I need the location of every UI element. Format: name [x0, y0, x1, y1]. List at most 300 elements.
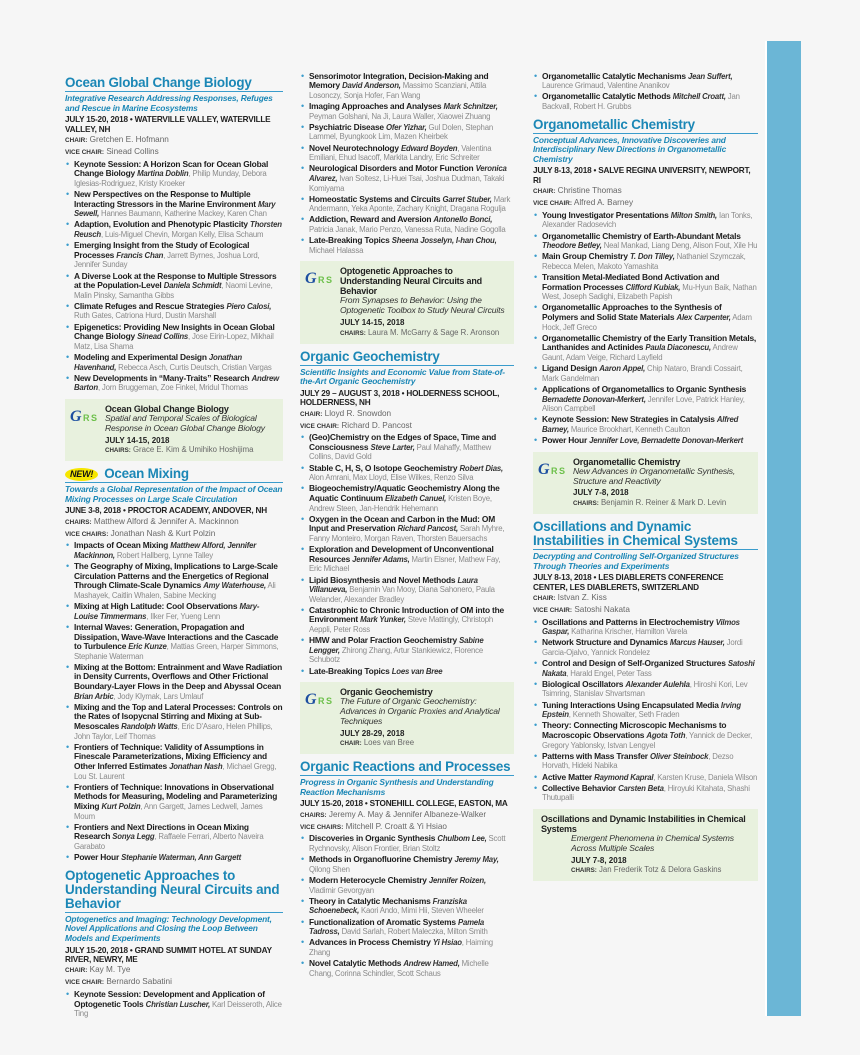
- grs-dates: JULY 7-8, 2018: [571, 855, 627, 865]
- bullet-icon: •: [301, 544, 304, 555]
- grs-box: [533, 809, 758, 881]
- session-lead-speaker: Jennifer Adams,: [352, 554, 410, 564]
- new-badge: NEW!: [65, 468, 98, 481]
- session-lead-speaker: Daniela Schmidt: [163, 281, 222, 291]
- session-speakers: Jan Backvall, Robert H. Grubbs: [542, 92, 740, 111]
- session-speakers: Scott Rychnovsky, Alison Frontier, Brian Stoltz: [309, 834, 506, 853]
- svg-text:G: G: [70, 408, 82, 425]
- session-lead-speaker: Robert Dias,: [459, 463, 503, 473]
- session-title: The Geography of Mixing, Implications to Large-Scale Circulation Patterns and the Energetics of Regional Through Climate-Scale Dynamics: [74, 561, 278, 591]
- grs-chair-row: [340, 328, 508, 339]
- list-item: [65, 190, 283, 219]
- bullet-icon: •: [66, 158, 69, 169]
- column-left: [65, 70, 283, 1019]
- chair-row: [65, 147, 283, 158]
- grs-chair-row: [105, 445, 277, 456]
- bullet-icon: •: [66, 188, 69, 199]
- session-lead-speaker: Satoshi Nakata: [542, 659, 755, 678]
- session-speakers: , Jarrett Byrnes, Joshua Lord, Jennifer Sunday: [74, 250, 260, 270]
- chair-label: CHAIRS:: [300, 811, 327, 819]
- list-item: [65, 541, 283, 560]
- chair-label: CHAIRS:: [65, 518, 92, 526]
- session-speakers: Jennifer Love, Patrick Hanley, Alison Campbell: [542, 394, 745, 414]
- session-title: Sensorimotor Integration, Decision-Making and Memory: [309, 70, 489, 91]
- session-speakers: Martin Elsner, Mathew Fay, Eric Michael: [309, 554, 501, 574]
- session-lead-speaker: Jonathan Havenhand,: [74, 353, 242, 372]
- session-lead-speaker: Brian Arbic: [74, 691, 114, 701]
- list-item: [65, 562, 283, 600]
- session-lead-speaker: Elizabeth Canuel,: [384, 493, 447, 503]
- session-speakers: , Michael Gregg, Lou St. Laurent: [74, 762, 277, 781]
- session-speakers: , Eric D'Asaro, Helen Phillips, John Taylor, Leif Thomas: [74, 722, 273, 741]
- list-item: [533, 334, 758, 363]
- session-speakers: , Jody Klymak, Lars Umlauf: [113, 691, 204, 701]
- chair-name: Laura M. McGarry & Sage R. Aronson: [367, 327, 500, 337]
- svg-text:S: S: [326, 696, 333, 707]
- session-title: Mixing at High Latitude: Cool Observations: [74, 601, 238, 612]
- bullet-icon: •: [301, 462, 304, 473]
- session-title: Emerging Insight from the Study of Ecological Processes: [74, 240, 250, 260]
- bullet-icon: •: [66, 270, 69, 281]
- session-title: Theory: Connecting Microscopic Mechanisms to Macroscopic Observations: [542, 720, 727, 741]
- list-item: [300, 464, 514, 483]
- session-title: Catastrophic to Chronic Introduction of OM into the Environment: [309, 604, 504, 625]
- session-title: Organometallic Chemistry of the Early Transition Metals, Lanthanides and Actinides: [542, 332, 757, 353]
- session-speakers: Laurence Grimaud, Valentine Ananikov: [542, 81, 670, 91]
- session-speakers: Katharina Krischer, Hamilton Varela: [569, 627, 688, 637]
- session-speakers: Gul Dolen, Stephan Lammel, Byungkook Lim, Mazen Kheirbek: [309, 122, 493, 142]
- bullet-icon: •: [301, 854, 304, 865]
- bullet-icon: •: [66, 300, 69, 311]
- chair-row: [533, 198, 758, 209]
- session-title: Frontiers of Technique: Validity of Assumptions in Finescale Parameterizations, Mixing Efficiency and Other Inferred Estimates: [74, 741, 267, 771]
- list-item: [65, 990, 283, 1019]
- list-item: [533, 232, 758, 251]
- bullet-icon: •: [301, 874, 304, 885]
- list-item: [533, 364, 758, 383]
- list-item: [300, 606, 514, 635]
- bullet-icon: •: [301, 483, 304, 494]
- session-title: Internal Waves: Generation, Propagation and Dissipation, Wave-Wave Interactions and the Cascade to Turbulence: [74, 621, 279, 652]
- bullet-icon: •: [534, 230, 537, 241]
- session-lead-speaker: Mark Schnitzer,: [443, 101, 498, 111]
- session-lead-speaker: Jennifer Love, Bernadette Donovan-Merkert: [589, 436, 743, 446]
- list-item: [533, 72, 758, 91]
- session-lead-speaker: Mitchell Croatt,: [672, 92, 726, 102]
- session-speakers: Mu-Hyun Baik, Nathan West, Joseph Sadighi, Elizabeth Papish: [542, 282, 757, 302]
- session-lead-speaker: Loes van Bree: [391, 666, 443, 676]
- session-lead-speaker: Veronica Alvarez,: [309, 164, 507, 183]
- chair-label: CHAIR:: [65, 137, 88, 144]
- list-item: [65, 703, 283, 741]
- session-lead-speaker: Bernadette Donovan-Merkert,: [542, 394, 646, 404]
- grs-subtitle: The Future of Organic Geochemistry: Advances in Organic Proxies and Analytical Techniques: [340, 696, 500, 726]
- session-title: Modeling and Experimental Design: [74, 352, 207, 363]
- grs-chair-row: [340, 738, 508, 749]
- session-title: Late-Breaking Topics: [309, 665, 390, 676]
- chair-label: CHAIRS:: [573, 499, 599, 507]
- list-item: [300, 433, 514, 462]
- grs-box: [300, 261, 514, 343]
- chair-label: VICE CHAIR:: [65, 149, 105, 156]
- list-item: [65, 302, 283, 321]
- list-item: [65, 853, 283, 863]
- session-title: Tuning Interactions Using Encapsulated Media: [542, 699, 719, 710]
- grs-title: Optogenetic Approaches to Understanding Neural Circuits and Behavior: [340, 266, 482, 297]
- svg-text:G: G: [305, 270, 317, 288]
- session-speakers: Rebecca Asch, Curtis Deutsch, Cristian Vargas: [116, 362, 272, 372]
- session-lead-speaker: Mary-Louise Timmermans: [74, 602, 260, 621]
- session-speakers: Ali Mashayek, Caitlin Whalen, Sabine Mecking: [74, 581, 276, 600]
- list-item: [533, 92, 758, 111]
- grs-logo-icon: [70, 405, 102, 425]
- session-speakers: Neal Mankad, Liang Deng, Alison Fout, Xile Hu: [601, 241, 758, 251]
- bullet-icon: •: [301, 513, 304, 524]
- grs-chair-row: [573, 498, 752, 509]
- grs-title: Oscillations and Dynamic Instabilities in Chemical Systems: [541, 813, 746, 834]
- chair-label: VICE CHAIR:: [533, 606, 573, 614]
- session-lead-speaker: Martina Doblin: [137, 169, 189, 179]
- session-speakers: Zhirong Zhang, Artur Stankiewicz, Florence Schubotz: [309, 645, 483, 665]
- session-speakers: , Karsten Kruse, Daniela Wilson: [653, 772, 758, 782]
- bullet-icon: •: [534, 750, 537, 761]
- session-lead-speaker: Amy Waterhouse,: [203, 581, 266, 591]
- chair-name: Christine Thomas: [557, 186, 622, 196]
- session-speakers: Robert Hallberg, Lynne Talley: [114, 550, 213, 560]
- session-speakers: , Raffaele Ferrari, Alberto Naveira Garabato: [74, 832, 264, 851]
- bullet-icon: •: [534, 70, 537, 81]
- section-heading: [65, 76, 283, 92]
- session-title: Adaption, Evolution and Phenotypic Plasticity: [74, 219, 248, 230]
- grs-chair-row: [571, 865, 752, 876]
- section-subtitle: Progress in Organic Synthesis and Understanding Reaction Mechanisms: [300, 777, 494, 797]
- conference-section: [65, 467, 283, 863]
- list-item: [300, 215, 514, 234]
- session-lead-speaker: Franziska Schoenebeck,: [309, 896, 467, 916]
- bullet-icon: •: [66, 781, 69, 792]
- list-item: [65, 663, 283, 701]
- session-lead-speaker: Laura Villanueva,: [309, 575, 478, 595]
- list-item: [533, 752, 758, 771]
- bullet-icon: •: [301, 121, 304, 132]
- session-lead-speaker: Raymond Kapral: [594, 772, 654, 782]
- section-subtitle: Optogenetics and Imaging: Technology Development, Novel Applications and Closing the Loop Between Models and Experiments: [65, 913, 272, 943]
- session-title: (Geo)Chemistry on the Edges of Space, Time and Consciousness: [309, 432, 497, 452]
- bullet-icon: •: [534, 91, 537, 102]
- svg-text:S: S: [326, 275, 333, 286]
- session-lead-speaker: Garret Stuber,: [442, 194, 492, 204]
- session-title: A Diverse Look at the Response to Multiple Stressors at the Population-Level: [74, 270, 277, 291]
- session-speakers: Patricia Janak, Mario Penzo, Vanessa Ruta, Nadine Gogolla: [309, 225, 506, 235]
- bullet-icon: •: [301, 635, 304, 646]
- list-item: [300, 236, 514, 255]
- session-lead-speaker: Clifford Kubiak,: [625, 282, 681, 292]
- session-lead-speaker: Piero Calosi,: [226, 301, 272, 311]
- session-title: Late-Breaking Topics: [309, 235, 390, 246]
- session-lead-speaker: Agota Toth: [646, 731, 686, 741]
- list-item: [533, 659, 758, 678]
- session-speakers: , Kenneth Showalter, Seth Fraden: [568, 710, 680, 720]
- list-item: [533, 680, 758, 699]
- session-speakers: Andrew Gaunt, Adam Veige, Richard Layfield: [542, 343, 738, 363]
- grs-subtitle: Spatial and Temporal Scales of Biological Response in Ocean Global Change Biology: [105, 413, 265, 433]
- session-lead-speaker: Antonello Bonci,: [433, 215, 493, 225]
- session-speakers: Sarah Myhre, Fanny Monteiro, Morgan Raven, Thorsten Bauersachs: [309, 524, 505, 543]
- session-lead-speaker: Alfred Barney,: [542, 415, 739, 434]
- session-title: Climate Refuges and Rescue Strategies: [74, 300, 225, 311]
- session-title: Power Hour: [542, 435, 587, 446]
- session-speakers: Adam Hock, Jeff Greco: [542, 313, 752, 332]
- chair-row: [533, 593, 758, 604]
- conference-section: [533, 520, 758, 803]
- session-speakers: Steve Mattingly, Christoph Aeppli, Peter Ross: [309, 615, 494, 635]
- bullet-icon: •: [534, 363, 537, 374]
- session-title: Impacts of Ocean Mixing: [74, 540, 169, 551]
- bullet-icon: •: [301, 958, 304, 969]
- session-speakers: , Yannick de Decker, Gregory Yablonsky, Istvan Lengyel: [542, 731, 753, 750]
- session-speakers: Nathaniel Szymczak, Rebecca Melen, Makoto Yamashita: [542, 252, 746, 271]
- session-title: Frontiers and Next Directions in Ocean Mixing Research: [74, 821, 249, 842]
- session-lead-speaker: Edward Boyden: [400, 143, 458, 153]
- list-item: [65, 602, 283, 621]
- list-item: [300, 834, 514, 853]
- session-title: Methods in Organofluorine Chemistry: [309, 854, 453, 865]
- bullet-icon: •: [66, 852, 69, 863]
- session-speakers: Ian Tonks, Alexander Radosevich: [542, 210, 753, 230]
- bullet-icon: •: [534, 720, 537, 731]
- session-lead-speaker: Randolph Watts: [121, 722, 178, 732]
- list-item: [300, 897, 514, 916]
- session-lead-speaker: Jeremy May,: [454, 855, 499, 865]
- list-item: [533, 701, 758, 720]
- chair-row: [65, 135, 283, 146]
- list-item: [533, 252, 758, 271]
- section-subtitle: Scientific Insights and Economic Value from State-of-the-Art Organic Geochemistry: [300, 366, 505, 387]
- session-title: Main Group Chemistry: [542, 251, 628, 262]
- grs-box: [300, 682, 514, 754]
- list-item: [65, 323, 283, 352]
- section-heading: [300, 350, 514, 366]
- list-item: [533, 436, 758, 446]
- session-title: Novel Catalytic Methods: [309, 958, 402, 969]
- chair-label: CHAIR:: [533, 594, 556, 602]
- session-speakers: Qilong Shen: [309, 864, 350, 874]
- chair-name: Benjamin R. Reiner & Mark D. Levin: [600, 497, 727, 507]
- svg-text:R: R: [318, 275, 325, 286]
- session-lead-speaker: Marcus Hauser,: [669, 638, 725, 648]
- session-title: Theory in Catalytic Mechanisms: [309, 895, 431, 906]
- session-lead-speaker: Paula Diaconescu,: [645, 343, 711, 353]
- session-speakers: , Hiroyuki Kitahata, Shashi Thutupalli: [542, 783, 750, 803]
- bullet-icon: •: [301, 665, 304, 676]
- section-subtitle: Integrative Research Addressing Responses, Refuges and Rescue in Marine Ecosystems: [65, 93, 273, 113]
- side-color-bar: [765, 41, 801, 1016]
- list-item: [300, 959, 514, 978]
- session-speakers: Ruth Gates, Catriona Hurd, Dustin Marshall: [74, 311, 216, 321]
- list-item: [300, 123, 514, 142]
- chair-label: CHAIRS:: [571, 867, 597, 875]
- session-lead-speaker: Yi Hsiao: [432, 938, 462, 948]
- bullet-icon: •: [534, 332, 537, 343]
- chair-label: CHAIRS:: [105, 447, 131, 455]
- session-speakers: Massimo Scanziani, Attila Losonczy, Sonja Hofer, Fan Wang: [309, 81, 487, 100]
- bullet-icon: •: [66, 988, 69, 999]
- session-speakers: Chip Nataro, Brandi Cossairt, Mark Gandelman: [542, 364, 743, 383]
- list-item: [65, 160, 283, 189]
- section-dates-location: JULY 15-20, 2018 • STONEHILL COLLEGE, EASTON, MA: [300, 799, 508, 809]
- chair-label: VICE CHAIR:: [65, 979, 105, 987]
- bullet-icon: •: [301, 916, 304, 927]
- session-speakers: Kristen Boye, Andrew Steen, Jan-Hendrik Hehemann: [309, 493, 492, 513]
- session-lead-speaker: Jonathan Nash: [169, 762, 223, 771]
- bullet-icon: •: [301, 163, 304, 174]
- chair-name: Jan Frederik Totz & Delora Gaskins: [598, 865, 722, 875]
- chair-label: VICE CHAIR:: [533, 200, 573, 208]
- session-title: Biological Oscillators: [542, 678, 624, 689]
- chair-row: [65, 517, 283, 528]
- session-title: Discoveries in Organic Synthesis: [309, 833, 436, 844]
- list-item: [65, 241, 283, 270]
- bullet-icon: •: [66, 741, 69, 752]
- session-lead-speaker: Theodore Betley,: [542, 241, 602, 251]
- session-title: Keynote Session: A Horizon Scan for Ocean Global Change Biology: [74, 158, 269, 179]
- grs-dates: JULY 14-15, 2018: [340, 318, 405, 328]
- session-title: Ligand Design: [542, 363, 598, 374]
- bullet-icon: •: [534, 384, 537, 394]
- list-item: [533, 618, 758, 637]
- chair-name: Sinead Collins: [106, 147, 159, 156]
- list-item: [300, 545, 514, 574]
- chair-name: Satoshi Nakata: [574, 604, 630, 614]
- list-item: [300, 484, 514, 513]
- section-heading: [300, 760, 514, 776]
- session-lead-speaker: Andrew Barton: [74, 373, 279, 393]
- section-dates-location: JUNE 3-8, 2018 • PROCTOR ACADEMY, ANDOVER, NH: [65, 506, 267, 516]
- session-title: Mixing and the Top and Lateral Processes: Controls on the Rates of Isopycnal Stirring and Mixing at Sub-Mesoscales: [74, 701, 283, 732]
- bullet-icon: •: [301, 432, 304, 443]
- session-title: HMW and Polar Fraction Geochemistry: [309, 635, 457, 646]
- bullet-icon: •: [534, 699, 537, 710]
- list-item: [300, 918, 514, 937]
- session-speakers: David Sarlah, Robert Maleczka, Milton Smith: [339, 927, 488, 937]
- chair-name: Alfred A. Barney: [573, 198, 634, 208]
- section-title: Ocean Global Change Biology: [65, 75, 252, 90]
- list-item: [300, 876, 514, 895]
- list-item: [533, 773, 758, 783]
- bullet-icon: •: [534, 435, 537, 446]
- bullet-icon: •: [66, 601, 69, 612]
- section-title: Organometallic Chemistry: [533, 116, 695, 132]
- bullet-icon: •: [534, 637, 537, 648]
- session-lead-speaker: Mary Sewell,: [74, 199, 276, 219]
- section-dates-location: JULY 15-20, 2018 • GRAND SUMMIT HOTEL AT SUNDAY RIVER, NEWRY, ME: [65, 945, 272, 964]
- grs-dates: JULY 28-29, 2018: [340, 728, 405, 738]
- session-title: Oscillations and Patterns in Electrochemistry: [542, 616, 714, 627]
- session-speakers: Paul Mahaffy, Matthew Collins, David Gold: [309, 442, 492, 462]
- section-title: Oscillations and Dynamic Instabilities in Chemical Systems: [533, 518, 738, 548]
- chair-row: [65, 529, 283, 540]
- bullet-icon: •: [301, 574, 304, 585]
- session-title: Organometallic Catalytic Mechanisms: [542, 70, 686, 81]
- section-title: Organic Geochemistry: [300, 348, 440, 364]
- conference-section: [300, 760, 514, 978]
- column-right: [533, 70, 758, 885]
- session-title: Stable C, H, S, O Isotope Geochemistry: [309, 462, 458, 473]
- session-title: Applications of Organometallics to Organic Synthesis: [542, 384, 747, 394]
- session-title: Novel Neurotechnology: [309, 142, 399, 153]
- grs-logo-icon: [305, 267, 337, 287]
- bullet-icon: •: [534, 658, 537, 669]
- session-speakers: Karl Deisseroth, Alice Ting: [74, 999, 282, 1019]
- bullet-icon: •: [66, 219, 69, 230]
- session-speakers: , Valentina Emiliani, Ehud Isacoff, Markita Landry, Eric Schreiter: [309, 143, 492, 163]
- session-lead-speaker: Irving Epstein: [542, 700, 741, 720]
- bullet-icon: •: [534, 302, 537, 313]
- svg-text:S: S: [559, 465, 566, 476]
- session-title: Advances in Process Chemistry: [309, 937, 431, 948]
- session-lead-speaker: Vilmos Gaspar,: [542, 617, 740, 637]
- session-lead-speaker: Jennifer Roizen,: [428, 875, 486, 885]
- session-lead-speaker: Christian Luscher,: [145, 999, 211, 1009]
- chair-row: [300, 810, 514, 821]
- svg-text:G: G: [305, 691, 317, 709]
- chair-row: [300, 421, 514, 432]
- section-heading: [533, 118, 758, 134]
- conference-section: [65, 869, 283, 1019]
- bullet-icon: •: [301, 70, 304, 81]
- session-lead-speaker: Ofer Yizhar,: [386, 122, 427, 132]
- session-title: Modern Heterocycle Chemistry: [309, 874, 427, 885]
- session-lead-speaker: Sheena Josselyn, I-han Chou,: [391, 236, 497, 246]
- chair-label: CHAIRS:: [340, 329, 366, 337]
- svg-text:R: R: [318, 696, 325, 707]
- list-item: [533, 721, 758, 750]
- session-title: Psychiatric Disease: [309, 121, 384, 132]
- session-title: Keynote Session: New Strategies in Catalysis: [542, 414, 715, 425]
- session-speakers: , Harald Engel, Peter Tass: [566, 668, 652, 678]
- list-item: [533, 638, 758, 657]
- list-item: [300, 72, 514, 101]
- session-title: Neurological Disorders and Motor Function: [309, 163, 474, 174]
- chair-name: Bernardo Sabatini: [106, 977, 172, 987]
- section-dates-location: JULY 29 – AUGUST 3, 2018 • HOLDERNESS SCHOOL, HOLDERNESS, NH: [300, 388, 500, 408]
- conference-section: [300, 350, 514, 677]
- chair-label: CHAIR:: [65, 967, 88, 975]
- section-heading: [533, 520, 758, 550]
- list-item: [300, 576, 514, 605]
- session-title: Lipid Biosynthesis and Novel Methods: [309, 574, 456, 585]
- chair-name: Richard D. Pancost: [341, 420, 412, 430]
- bullet-icon: •: [66, 321, 69, 332]
- section-dates-location: JULY 8-13, 2018 • SALVE REGINA UNIVERSITY, NEWPORT, RI: [533, 166, 751, 185]
- session-title: Keynote Session: Development and Application of Optogenetic Tools: [74, 988, 265, 1009]
- session-title: Mixing at the Bottom: Entrainment and Wave Radiation in Density Currents, Overflows and Other Frictional Boundary-Layer Flows in the Deep and Abyssal Ocean: [74, 661, 282, 692]
- bullet-icon: •: [301, 100, 304, 111]
- session-lead-speaker: David Anderson,: [342, 81, 401, 91]
- session-speakers: Alon Amrani, Max Lloyd, Elise Wilkes, Renzo Silva: [309, 473, 474, 483]
- session-lead-speaker: Pamela Tadross,: [309, 917, 485, 937]
- session-title: Functionalization of Aromatic Systems: [309, 916, 456, 927]
- list-item: [533, 784, 758, 803]
- chair-label: VICE CHAIR:: [300, 422, 340, 430]
- list-item: [65, 623, 283, 661]
- section-subtitle: Towards a Global Representation of the Impact of Ocean Mixing Processes on Large Scale Circulation: [65, 484, 283, 504]
- grs-box: [65, 399, 283, 461]
- section-title: Organic Reactions and Processes: [300, 759, 511, 775]
- list-item: [300, 938, 514, 957]
- bullet-icon: •: [301, 193, 304, 204]
- list-item: [533, 303, 758, 332]
